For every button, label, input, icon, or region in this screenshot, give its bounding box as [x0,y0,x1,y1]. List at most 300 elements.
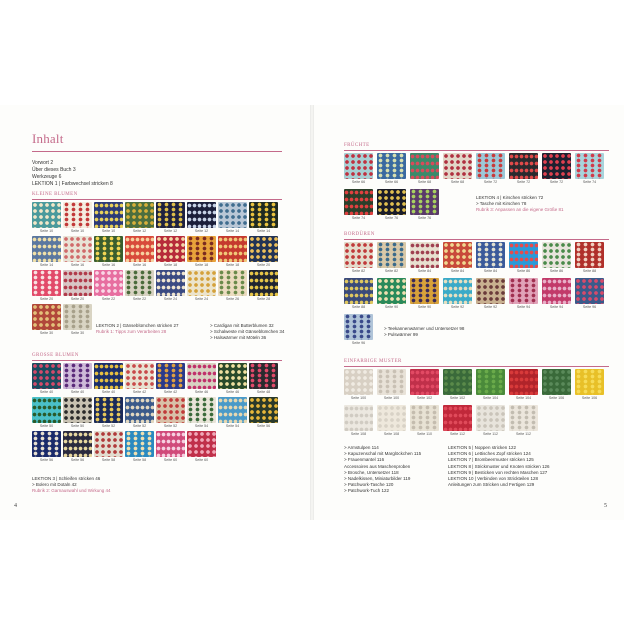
swatch-image [377,153,406,179]
swatch-caption: Seite 102 [416,396,433,400]
swatch-caption: Seite 68 [450,180,465,184]
section-heading-einfarbige-muster: EINFARBIGE MUSTER [344,359,402,364]
swatch-image [542,242,571,268]
swatch-image [249,202,278,228]
swatch-tile [509,278,538,309]
rubrik-line: Rubrik 1: Tipps zum Verarbeiten 28 [96,329,167,334]
swatch-caption: Seite 58 [101,458,116,462]
swatch-caption: Seite 46 [194,390,209,394]
swatch-tile [187,431,216,462]
swatch-image [63,304,92,330]
lesson-list-kleine-blumen [96,323,178,335]
swatch-image [542,278,571,304]
swatch-tile [377,242,406,273]
swatch-image [32,270,61,296]
swatch-image [344,278,373,304]
page-number: 4 [14,503,17,509]
swatch-tile [476,278,505,309]
swatch-caption: Seite 22 [101,297,116,301]
project-line: > Pulswärmer 99 [384,332,418,337]
swatch-image [156,363,185,389]
swatch-image [63,202,92,228]
swatch-tile [443,278,472,309]
swatch-caption: Seite 104 [482,396,499,400]
swatch-image [94,236,123,262]
swatch-caption: Seite 84 [450,269,465,273]
swatch-grid-grosse-blumen [32,363,278,462]
swatch-image [410,369,439,395]
swatch-caption: Seite 42 [163,390,178,394]
swatch-image [509,405,538,431]
page-number: 5 [604,503,607,509]
swatch-image [125,202,154,228]
swatch-tile [125,236,154,267]
swatch-image [32,236,61,262]
swatch-image [125,270,154,296]
swatch-caption: Seite 82 [384,269,399,273]
swatch-tile [509,153,538,184]
swatch-tile [32,236,61,267]
swatch-image [344,369,373,395]
swatch-image [410,153,439,179]
rubrik-line: Rubrik 2: Garnauswahl und Wirkung 44 [32,488,111,493]
project-line: > Frauenmantel 116 [344,457,385,463]
swatch-caption: Seite 88 [582,269,597,273]
swatch-tile [344,189,373,220]
project-list-einfarbige-muster [344,445,421,495]
swatch-image [156,270,185,296]
swatch-tile [249,397,278,428]
swatch-caption: Seite 76 [417,216,432,220]
swatch-image [63,363,92,389]
swatch-image [410,405,439,431]
swatch-image [476,278,505,304]
swatch-tile [410,278,439,309]
swatch-image [63,431,92,457]
swatch-tile [542,278,571,309]
intro-line: Werkzeuge 6 [32,174,62,180]
swatch-tile [125,270,154,301]
left-page [0,105,310,520]
swatch-image [249,397,278,423]
swatch-image [377,278,406,304]
project-line: > Bolero mit Dotaln 42 [32,482,77,487]
swatch-tile [218,270,247,301]
swatch-caption: Seite 10 [39,229,54,233]
swatch-caption: Seite 92 [450,305,465,309]
swatch-caption: Seite 68 [417,180,432,184]
swatch-tile [94,270,123,301]
swatch-image [218,236,247,262]
swatch-tile [476,369,505,400]
swatch-tile [156,397,185,428]
project-line: > Patchwork-Tuch 122 [344,488,389,494]
swatch-grid-einfarbige-muster [344,369,604,436]
swatch-caption: Seite 26 [225,297,240,301]
swatch-tile [218,397,247,428]
project-line: > Kapuzenschal mit Marglöckchen 115 [344,451,422,457]
swatch-tile [575,242,604,273]
project-line: > Tasche mit Kirschen 78 [476,201,527,206]
swatch-tile [509,242,538,273]
swatch-caption: Seite 72 [549,180,564,184]
swatch-tile [32,304,61,335]
swatch-image [377,405,406,431]
swatch-caption: Seite 54 [194,424,209,428]
swatch-tile [125,431,154,462]
swatch-caption: Seite 10 [101,229,116,233]
swatch-caption: Seite 88 [351,305,366,309]
swatch-image [187,270,216,296]
swatch-tile [125,363,154,394]
swatch-image [63,236,92,262]
section-heading-bordueren: BORDÜREN [344,232,375,237]
project-line: > Nadelkissen, Miniaturbilder 119 [344,476,411,482]
swatch-tile [187,270,216,301]
lesson-line: LEKTION 6 | Lettisches Zopf stricken 124 [448,451,531,457]
swatch-tile [218,202,247,233]
swatch-tile [32,270,61,301]
swatch-image [443,369,472,395]
swatch-caption: Seite 52 [101,424,116,428]
swatch-tile [344,153,373,184]
swatch-tile [249,363,278,394]
lesson-line: LEKTION 7 | Brombeermuster stricken 125 [448,457,534,463]
swatch-image [377,369,406,395]
swatch-caption: Seite 30 [70,331,85,335]
swatch-image [377,242,406,268]
swatch-tile [542,153,571,184]
swatch-image [476,242,505,268]
intro-list [32,160,113,188]
section-heading-kleine-blumen: KLEINE BLUMEN [32,192,78,197]
swatch-image [94,397,123,423]
swatch-caption: Seite 100 [350,396,367,400]
swatch-caption: Seite 40 [39,390,54,394]
swatch-tile [377,369,406,400]
swatch-caption: Seite 94 [549,305,564,309]
swatch-caption: Seite 82 [351,269,366,273]
lesson-line: LEKTION 10 | Verbinden von Strickteilen 128 [448,476,538,482]
intro-line: Über dieses Buch 3 [32,167,76,173]
swatch-tile [156,236,185,267]
swatch-image [218,270,247,296]
swatch-image [187,397,216,423]
lesson-list-einfarbige-muster [448,445,549,488]
right-page [314,105,624,520]
swatch-caption: Seite 76 [384,216,399,220]
swatch-image [187,431,216,457]
swatch-image [156,397,185,423]
swatch-image [344,153,373,179]
swatch-image [125,363,154,389]
swatch-caption: Seite 90 [417,305,432,309]
swatch-tile [63,431,92,462]
swatch-image [509,242,538,268]
swatch-caption: Seite 50 [39,424,54,428]
swatch-caption: Seite 12 [132,229,147,233]
swatch-caption: Seite 40 [70,390,85,394]
swatch-tile [443,153,472,184]
swatch-caption: Seite 106 [581,396,598,400]
swatch-image [377,189,406,215]
swatch-caption: Seite 22 [132,297,147,301]
swatch-caption: Seite 60 [194,458,209,462]
project-list-kleine-blumen [210,323,284,341]
page-title: Inhalt [32,131,64,146]
swatch-caption: Seite 20 [256,263,271,267]
section-divider [344,150,609,151]
swatch-caption: Seite 14 [39,263,54,267]
swatch-image [218,202,247,228]
swatch-caption: Seite 86 [549,269,564,273]
swatch-image [249,236,278,262]
swatch-caption: Seite 20 [39,297,54,301]
swatch-image [32,431,61,457]
lesson-line: Anleitungen zum Stricken und Fertigen 129 [448,482,535,488]
swatch-caption: Seite 24 [163,297,178,301]
project-line: > Brosche, Untersetzer 118 [344,469,399,475]
swatch-caption: Seite 102 [449,396,466,400]
swatch-image [344,189,373,215]
intro-line: Vorwort 2 [32,160,54,166]
swatch-caption: Seite 14 [225,229,240,233]
swatch-caption: Seite 74 [582,180,597,184]
swatch-tile [410,153,439,184]
swatch-image [94,363,123,389]
swatch-image [410,189,439,215]
swatch-caption: Seite 94 [516,305,531,309]
swatch-caption: Seite 46 [225,390,240,394]
project-line: > Schalweste mit Gänseblümchen 34 [210,329,285,334]
swatch-caption: Seite 28 [256,297,271,301]
swatch-image [443,242,472,268]
swatch-tile [32,363,61,394]
swatch-image [63,270,92,296]
swatch-caption: Seite 12 [163,229,178,233]
swatch-caption: Seite 52 [163,424,178,428]
project-line: Accessoires aus Maschenproben [344,463,411,469]
swatch-caption: Seite 72 [516,180,531,184]
lesson-line: LEKTION 9 | Besticken von rechten Maschen 127 [448,469,548,475]
lesson-list-grosse-blumen [32,476,111,494]
swatch-tile [377,405,406,436]
swatch-caption: Seite 112 [450,432,465,436]
swatch-image [575,153,604,179]
swatch-image [476,405,505,431]
swatch-image [542,369,571,395]
swatch-image [125,431,154,457]
swatch-tile [63,202,92,233]
swatch-tile [509,405,538,436]
swatch-grid-fruechte [344,153,604,220]
project-line: > Teekannenwärmer und Untersetzer 98 [384,326,465,331]
swatch-caption: Seite 58 [132,458,147,462]
lesson-line: LEKTION 4 | Kirschen stricken 72 [476,195,544,200]
swatch-caption: Seite 90 [384,305,399,309]
swatch-tile [476,242,505,273]
swatch-caption: Seite 66 [351,180,366,184]
swatch-image [509,153,538,179]
swatch-tile [575,153,604,184]
swatch-tile [410,369,439,400]
swatch-tile [156,363,185,394]
swatch-image [94,431,123,457]
swatch-tile [63,236,92,267]
swatch-tile [94,397,123,428]
swatch-caption: Seite 96 [582,305,597,309]
swatch-image [575,369,604,395]
swatch-caption: Seite 56 [256,424,271,428]
swatch-tile [156,270,185,301]
rubrik-line: Rubrik 3: Anpassen an die eigene Größe 81 [476,207,564,212]
swatch-grid-bordueren [344,242,604,345]
swatch-image [187,236,216,262]
swatch-caption: Seite 86 [516,269,531,273]
swatch-image [125,236,154,262]
swatch-caption: Seite 16 [132,263,147,267]
swatch-tile [125,397,154,428]
swatch-tile [476,153,505,184]
swatch-tile [509,369,538,400]
swatch-image [443,405,472,431]
swatch-image [125,397,154,423]
swatch-caption: Seite 74 [351,216,366,220]
project-line: > Cardigan mit Butterblumen 32 [210,323,274,328]
swatch-caption: Seite 12 [194,229,209,233]
swatch-caption: Seite 56 [70,458,85,462]
swatch-caption: Seite 56 [39,458,54,462]
swatch-image [94,202,123,228]
swatch-tile [249,270,278,301]
swatch-image [32,397,61,423]
swatch-tile [476,405,505,436]
swatch-image [443,153,472,179]
swatch-image [94,270,123,296]
swatch-image [249,363,278,389]
swatch-tile [187,202,216,233]
swatch-tile [344,242,373,273]
swatch-caption: Seite 20 [70,297,85,301]
swatch-tile [125,202,154,233]
swatch-caption: Seite 10 [70,229,85,233]
swatch-tile [63,304,92,335]
swatch-image [63,397,92,423]
swatch-tile [156,202,185,233]
swatch-caption: Seite 42 [132,390,147,394]
swatch-image [509,369,538,395]
swatch-caption: Seite 104 [515,396,532,400]
swatch-tile [542,369,571,400]
swatch-image [218,397,247,423]
swatch-tile [94,202,123,233]
swatch-caption: Seite 112 [516,432,531,436]
swatch-tile [344,369,373,400]
swatch-caption: Seite 100 [383,396,400,400]
swatch-tile [156,431,185,462]
swatch-tile [377,153,406,184]
book-spread [0,105,624,520]
swatch-image [410,242,439,268]
lesson-list-fruechte [476,195,564,213]
swatch-image [187,363,216,389]
swatch-tile [249,236,278,267]
swatch-image [575,278,604,304]
section-heading-fruechte: FRÜCHTE [344,143,370,148]
swatch-tile [218,363,247,394]
swatch-tile [94,236,123,267]
swatch-caption: Seite 108 [383,432,400,436]
swatch-tile [377,189,406,220]
swatch-image [187,202,216,228]
swatch-caption: Seite 16 [70,263,85,267]
lesson-line: LEKTION 2 | Gänseblümchen stricken 27 [96,323,179,328]
swatch-tile [32,202,61,233]
section-divider [32,360,282,361]
swatch-image [476,153,505,179]
swatch-caption: Seite 18 [163,263,178,267]
swatch-caption: Seite 84 [483,269,498,273]
section-divider [344,366,609,367]
swatch-tile [32,397,61,428]
project-line: > Armstulpen 114 [344,445,379,450]
swatch-tile [187,236,216,267]
swatch-caption: Seite 72 [483,180,498,184]
swatch-tile [187,363,216,394]
swatch-image [218,363,247,389]
swatch-caption: Seite 60 [163,458,178,462]
swatch-tile [63,397,92,428]
section-divider [32,199,282,200]
swatch-image [443,278,472,304]
swatch-tile [344,314,373,345]
swatch-tile [63,270,92,301]
swatch-caption: Seite 14 [256,229,271,233]
swatch-image [32,202,61,228]
swatch-caption: Seite 48 [256,390,271,394]
swatch-tile [249,202,278,233]
swatch-caption: Seite 106 [548,396,565,400]
lesson-line: LEKTION 5 | Noppen stricken 122 [448,445,516,450]
swatch-image [156,431,185,457]
swatch-caption: Seite 110 [417,432,432,436]
swatch-image [32,304,61,330]
swatch-caption: Seite 108 [350,432,367,436]
swatch-image [542,153,571,179]
swatch-tile [187,397,216,428]
swatch-tile [443,242,472,273]
swatch-image [156,236,185,262]
swatch-image [509,278,538,304]
section-divider [344,239,609,240]
swatch-tile [94,431,123,462]
swatch-image [575,242,604,268]
swatch-caption: Seite 18 [194,263,209,267]
swatch-tile [377,278,406,309]
swatch-caption: Seite 96 [351,341,366,345]
swatch-image [344,405,373,431]
swatch-image [249,270,278,296]
swatch-tile [344,278,373,309]
swatch-caption: Seite 30 [39,331,54,335]
swatch-tile [575,369,604,400]
swatch-tile [575,278,604,309]
swatch-tile [32,431,61,462]
swatch-tile [443,369,472,400]
title-divider [32,151,282,152]
swatch-tile [410,189,439,220]
project-line: > Patchwork-Tasche 120 [344,482,394,488]
